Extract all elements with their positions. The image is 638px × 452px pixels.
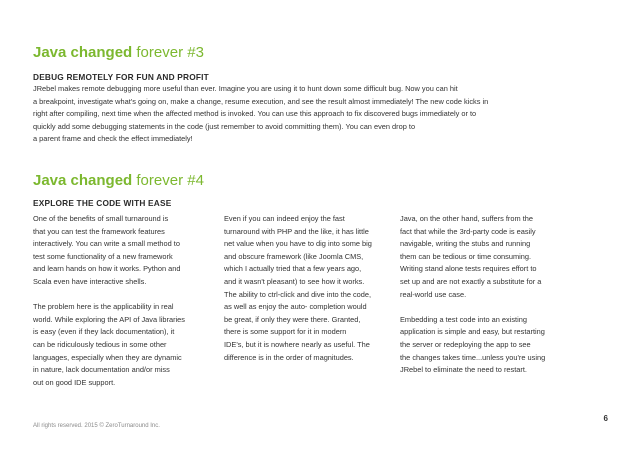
section4-title-bold: Java changed <box>33 172 133 189</box>
body-line: a breakpoint, investigate what's going on, make a change, resume execution, and see the result almost immediately! The new code kicks in <box>33 96 489 106</box>
body-line: and learn hands on how it works. Python and <box>33 264 181 274</box>
body-line: application is simple and easy, but restarting <box>400 327 545 337</box>
body-line: IDE's, but it is nowhere nearly as useful. The <box>224 339 370 349</box>
body-line: interactively. You can write a small method to <box>33 239 180 249</box>
body-line: difference is in the order of magnitudes. <box>224 352 354 362</box>
body-line: Scala even have interactive shells. <box>33 276 147 286</box>
section3-title <box>33 44 204 62</box>
body-line: be great, if only they were there. Granted, <box>224 314 361 324</box>
body-line: Writing stand alone tests requires effort to <box>400 264 537 274</box>
section4-column-2 <box>224 213 409 364</box>
body-line: there is some support for it in modern <box>224 327 347 337</box>
paragraph-gap <box>400 301 585 314</box>
body-line: in nature, lack documentation and/or miss <box>33 365 170 375</box>
body-line: Embedding a test code into an existing <box>400 314 527 324</box>
body-line: turnaround with PHP and the like, it has little <box>224 226 369 236</box>
body-line: navigable, writing the stubs and running <box>400 239 531 249</box>
body-line: Java, on the other hand, suffers from the <box>400 214 533 223</box>
section4-column-3 <box>400 213 585 377</box>
body-line: out on good IDE support. <box>33 377 116 387</box>
paragraph-gap <box>33 289 218 302</box>
body-line: can be ridiculously tedious in some other <box>33 339 167 349</box>
section3-body <box>33 83 623 146</box>
section4-title-rest: forever #4 <box>132 172 204 189</box>
body-line: languages, especially when they are dynamic <box>33 352 182 362</box>
body-line: the changes takes time...unless you're using <box>400 352 546 362</box>
body-line: set up and are not exactly a substitute for a <box>400 276 542 286</box>
copyright-footer: All rights reserved. 2015 © ZeroTurnaround Inc. <box>33 423 160 429</box>
body-line: which I actually tried that a few years ago, <box>224 264 362 274</box>
body-line: The ability to ctrl-click and dive into the code, <box>224 289 372 299</box>
body-line: The problem here is the applicability in real <box>33 302 174 312</box>
body-line: fact that while the 3rd-party code is easily <box>400 226 536 236</box>
body-line: net value when you have to dig into some big <box>224 239 372 249</box>
body-line: test some functionality of a new framework <box>33 251 173 261</box>
body-line: and it wasn't pleasant) to see how it works. <box>224 276 365 286</box>
body-line: and obscure framework (like Joomla CMS, <box>224 251 364 261</box>
body-line: a parent frame and check the effect immediately! <box>33 134 193 144</box>
body-line: JRebel to eliminate the need to restart. <box>400 365 527 375</box>
body-line: One of the benefits of small turnaround is <box>33 214 169 223</box>
body-line: right after compiling, next time when the affected method is invoked. You can use this approach to fix discovered bugs immediately or to <box>33 109 477 119</box>
section3-title-bold: Java changed <box>33 44 133 61</box>
body-line: the server or redeploying the app to see <box>400 339 531 349</box>
body-line: that you can test the framework features <box>33 226 165 236</box>
body-line: Even if you can indeed enjoy the fast <box>224 214 345 223</box>
body-line: as well as enjoy the auto- completion would <box>224 302 367 312</box>
body-line: them can be tedious or time consuming. <box>400 251 532 261</box>
section3-subtitle: DEBUG REMOTELY FOR FUN AND PROFIT <box>33 72 209 82</box>
page-number: 6 <box>603 414 608 423</box>
section4-title <box>33 172 204 190</box>
body-line: world. While exploring the API of Java libraries <box>33 314 185 324</box>
body-line: real-world use case. <box>400 289 467 299</box>
body-line: JRebel makes remote debugging more useful than ever. Imagine you are using it to hunt down some difficult bug. Now you can hit <box>33 84 458 93</box>
section4-column-1 <box>33 213 218 389</box>
section3-title-rest: forever #3 <box>132 44 204 61</box>
section4-subtitle: EXPLORE THE CODE WITH EASE <box>33 198 172 208</box>
body-line: is easy (even if they lack documentation), it <box>33 327 175 337</box>
body-line: quickly add some debugging statements in the code (just remember to avoid committing them). You can even drop to <box>33 121 416 131</box>
